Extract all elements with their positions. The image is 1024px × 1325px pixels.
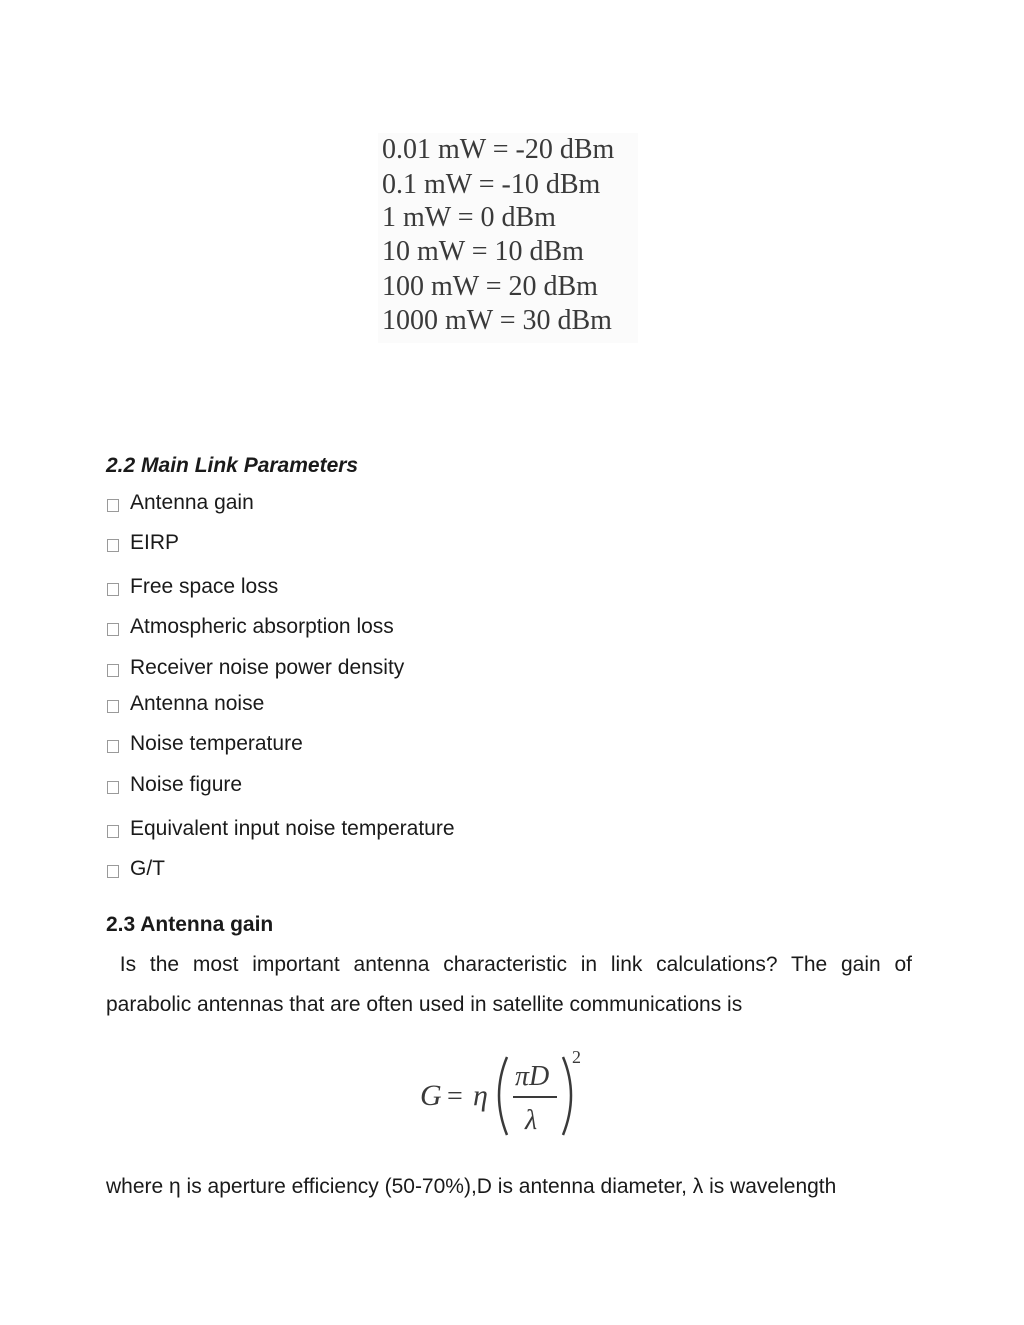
conversion-line: 0.01 mW = -20 dBm bbox=[382, 134, 615, 165]
section-heading-antenna-gain: 2.3 Antenna gain bbox=[106, 913, 274, 936]
bullet-box-icon bbox=[107, 700, 119, 713]
paragraph-line: Is the most important antenna characteristic in link calculations? The gain of bbox=[106, 953, 912, 976]
formula-exponent: 2 bbox=[572, 1047, 581, 1067]
bullet-box-icon bbox=[107, 781, 119, 794]
where-description: where η is aperture efficiency (50-70%),D is antenna diameter, λ is wavelength bbox=[106, 1175, 837, 1198]
bullet-box-icon bbox=[107, 623, 119, 636]
list-item-label: EIRP bbox=[130, 531, 180, 554]
list-item-label: G/T bbox=[130, 857, 165, 880]
formula-graphic bbox=[415, 1045, 595, 1145]
list-item-label: Equivalent input noise temperature bbox=[130, 817, 455, 840]
formula-lhs: G bbox=[420, 1079, 442, 1112]
left-paren-icon bbox=[499, 1057, 507, 1135]
bullet-box-icon bbox=[107, 740, 119, 753]
list-item-label: Antenna noise bbox=[130, 692, 265, 715]
conversion-line: 10 mW = 10 dBm bbox=[382, 236, 584, 267]
section-heading-main-link-parameters: 2.2 Main Link Parameters bbox=[106, 454, 359, 477]
list-item-label: Atmospheric absorption loss bbox=[130, 615, 394, 638]
conversion-line: 0.1 mW = -10 dBm bbox=[382, 169, 601, 200]
list-item-label: Noise temperature bbox=[130, 732, 303, 755]
right-paren-icon bbox=[563, 1057, 571, 1135]
conversion-line: 1000 mW = 30 dBm bbox=[382, 305, 612, 336]
formula-numerator: πD bbox=[515, 1061, 550, 1092]
bullet-box-icon bbox=[107, 865, 119, 878]
list-item-label: Receiver noise power density bbox=[130, 656, 405, 679]
paragraph-line: parabolic antennas that are often used in satellite communications is bbox=[106, 993, 743, 1016]
formula-eta: η bbox=[473, 1079, 488, 1112]
list-item-label: Free space loss bbox=[130, 575, 279, 598]
formula-equals: = bbox=[447, 1081, 463, 1112]
dbm-conversion-table bbox=[378, 133, 638, 343]
bullet-box-icon bbox=[107, 499, 119, 512]
list-item-label: Noise figure bbox=[130, 773, 243, 796]
conversion-line: 100 mW = 20 dBm bbox=[382, 271, 598, 302]
bullet-box-icon bbox=[107, 583, 119, 596]
bullet-box-icon bbox=[107, 664, 119, 677]
bullet-box-icon bbox=[107, 825, 119, 838]
list-item-label: Antenna gain bbox=[130, 491, 254, 514]
formula-denominator: λ bbox=[525, 1105, 538, 1136]
conversion-line: 1 mW = 0 dBm bbox=[382, 202, 556, 233]
antenna-gain-formula bbox=[415, 1045, 595, 1145]
bullet-box-icon bbox=[107, 539, 119, 552]
